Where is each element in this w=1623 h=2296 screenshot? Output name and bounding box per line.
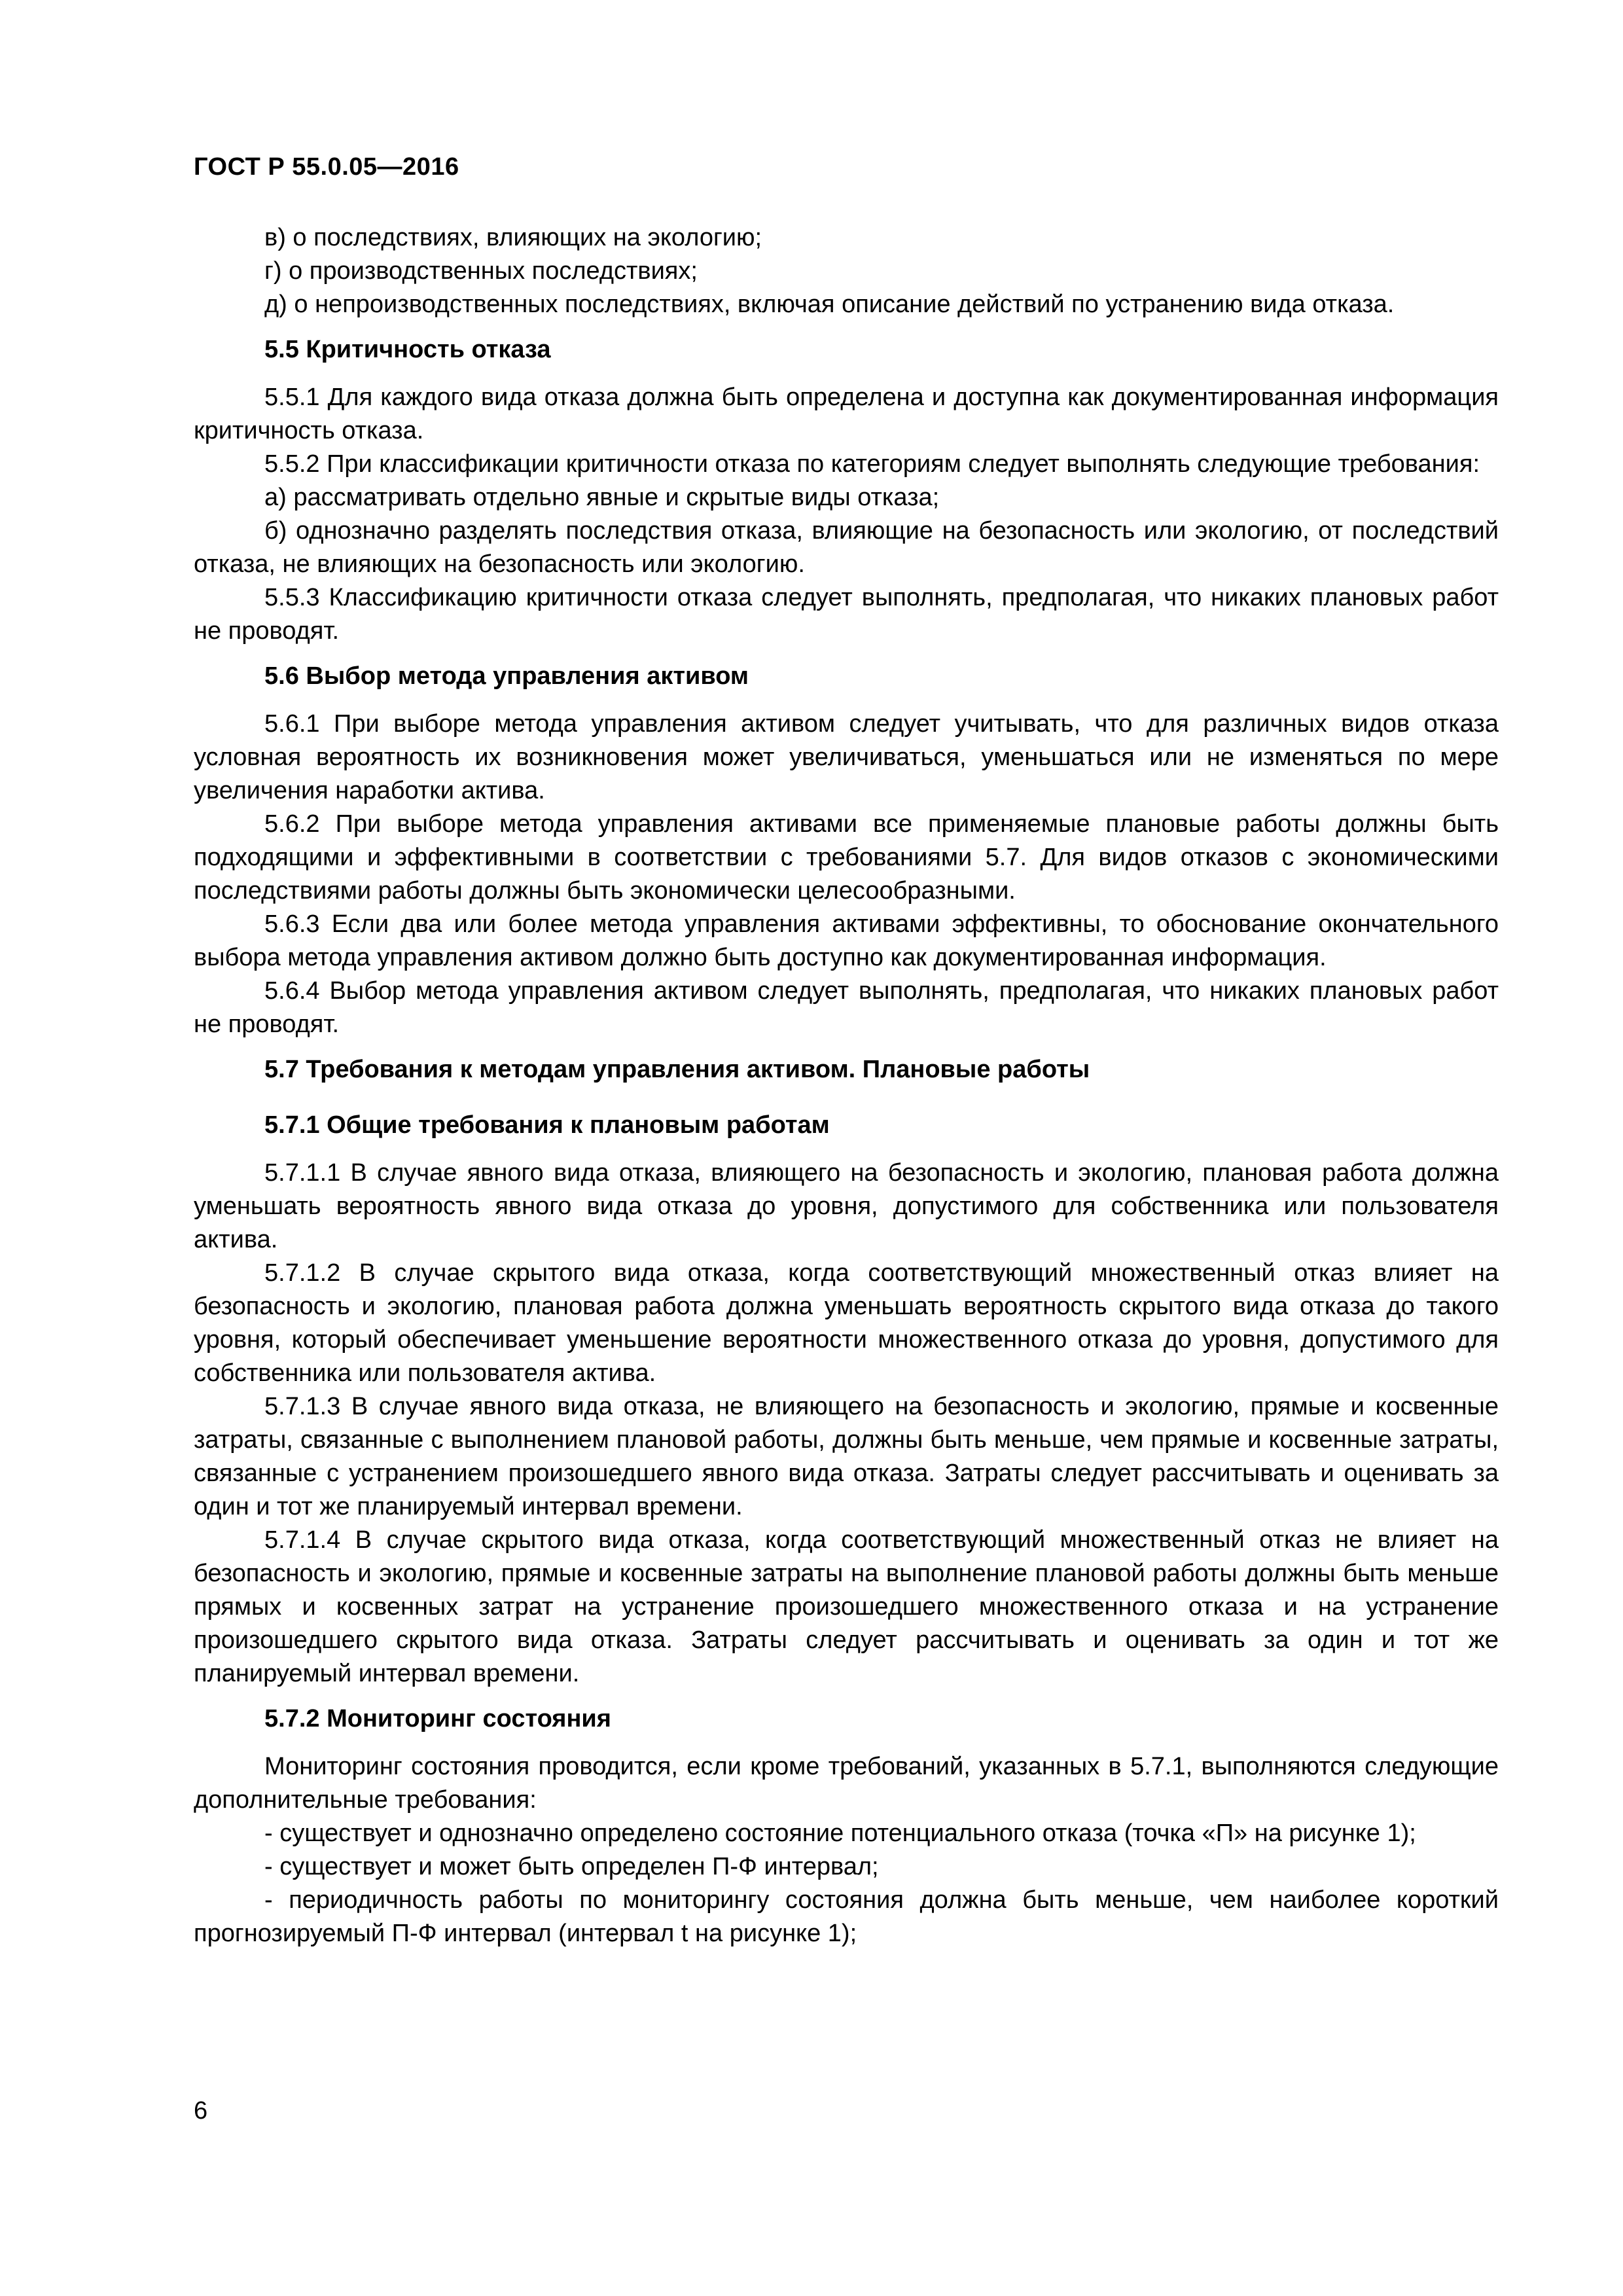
paragraph-5-5-2: 5.5.2 При классификации критичности отказа по категориям следует выполнять следующие требования: bbox=[264, 450, 1480, 478]
paragraph-5-7-1-2: 5.7.1.2 В случае скрытого вида отказа, когда соответствующий множественный отказ влияет на безопасность и экологию, плановая работа должна уменьшать вероятность скрытого вида отказа до такого уровня, который обеспечивает уменьшение вероятности множественного отказа до уровня, допустимого для собственника или пользователя актива. bbox=[194, 1259, 1499, 1387]
list-item-b: б) однозначно разделять последствия отказа, влияющие на безопасность или экологию, от последствий отказа, не влияющих на безопасность или экологию. bbox=[194, 517, 1499, 578]
paragraph-5-5-3: 5.5.3 Классификацию критичности отказа следует выполнять, предполагая, что никаких плановых работ не проводят. bbox=[194, 584, 1499, 645]
paragraph-5-7-1-3: 5.7.1.3 В случае явного вида отказа, не влияющего на безопасность и экологию, прямые и косвенные затраты, связанные с выполнением плановой работы, должны быть меньше, чем прямые и косвенные затраты, связанные с устранением произошедшего явного вида отказа. Затраты следует рассчитывать и оценивать за один и тот же планируемый интервал времени. bbox=[194, 1393, 1499, 1520]
subsection-heading-5-7-1: 5.7.1 Общие требования к плановым работам bbox=[264, 1111, 830, 1139]
list-item-g: г) о производственных последствиях; bbox=[264, 257, 698, 285]
document-body bbox=[194, 221, 1499, 1950]
list-item-d: д) о непроизводственных последствиях, включая описание действий по устранению вида отказа. bbox=[264, 291, 1395, 318]
paragraph-5-7-1-1: 5.7.1.1 В случае явного вида отказа, влияющего на безопасность и экологию, плановая работа должна уменьшать вероятность явного вида отказа до уровня, допустимого для собственника или пользователя актива. bbox=[194, 1159, 1499, 1253]
section-heading-5-5: 5.5 Критичность отказа bbox=[264, 336, 551, 363]
paragraph-5-6-1: 5.6.1 При выборе метода управления активом следует учитывать, что для различных видов отказа условная вероятность их возникновения может увеличиваться, уменьшаться или не изменяться по мере увеличения наработки актива. bbox=[194, 710, 1499, 804]
paragraph-5-7-1-4: 5.7.1.4 В случае скрытого вида отказа, когда соответствующий множественный отказ не влияет на безопасность и экологию, прямые и косвенные затраты на выполнение плановой работы должны быть меньше прямых и косвенных затрат на устранение произошедшего множественного отказа и на устранение произошедшего скрытого вида отказа. Затраты следует рассчитывать и оценивать за один и тот же планируемый интервал времени. bbox=[194, 1526, 1499, 1687]
dash-item-3: - периодичность работы по мониторингу состояния должна быть меньше, чем наиболее короткий прогнозируемый П-Ф интервал (интервал t на рисунке 1); bbox=[194, 1886, 1499, 1947]
dash-item-2: - существует и может быть определен П-Ф интервал; bbox=[264, 1853, 879, 1880]
section-heading-5-6: 5.6 Выбор метода управления активом bbox=[264, 662, 749, 690]
list-item-a: а) рассматривать отдельно явные и скрытые виды отказа; bbox=[264, 484, 940, 511]
section-heading-5-7: 5.7 Требования к методам управления активом. Плановые работы bbox=[264, 1056, 1090, 1083]
paragraph-5-6-2: 5.6.2 При выборе метода управления активами все применяемые плановые работы должны быть подходящими и эффективными в соответствии с требованиями 5.7. Для видов отказов с экономическими последствиями работы должны быть экономически целесообразными. bbox=[194, 810, 1499, 905]
paragraph-5-6-3: 5.6.3 Если два или более метода управления активами эффективны, то обоснование окончательного выбора метода управления активом должно быть доступно как документированная информация. bbox=[194, 910, 1499, 971]
paragraph-5-7-2: Мониторинг состояния проводится, если кроме требований, указанных в 5.7.1, выполняются следующие дополнительные требования: bbox=[194, 1753, 1499, 1814]
document-header: ГОСТ Р 55.0.05—2016 bbox=[194, 153, 459, 181]
paragraph-5-6-4: 5.6.4 Выбор метода управления активом следует выполнять, предполагая, что никаких плановых работ не проводят. bbox=[194, 977, 1499, 1038]
list-item-v: в) о последствиях, влияющих на экологию; bbox=[264, 224, 762, 251]
subsection-heading-5-7-2: 5.7.2 Мониторинг состояния bbox=[264, 1705, 611, 1732]
page-number: 6 bbox=[194, 2097, 208, 2125]
dash-item-1: - существует и однозначно определено состояние потенциального отказа (точка «П» на рисунке 1); bbox=[264, 1820, 1416, 1847]
paragraph-5-5-1: 5.5.1 Для каждого вида отказа должна быть определена и доступна как документированная информация критичность отказа. bbox=[194, 384, 1499, 444]
